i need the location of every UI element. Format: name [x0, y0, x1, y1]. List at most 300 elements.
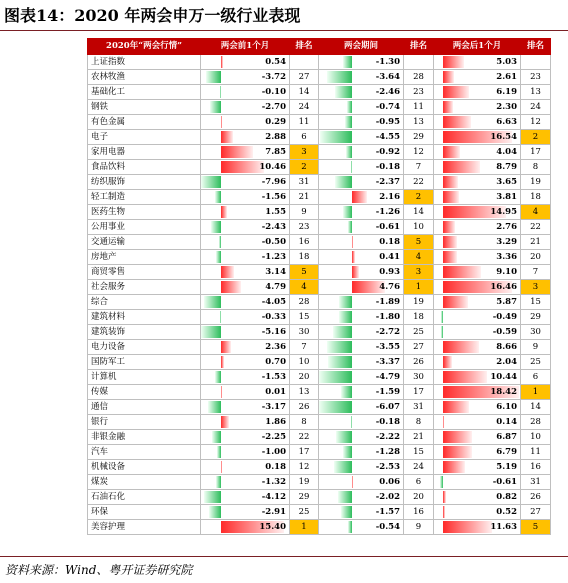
- after-rank: 11: [521, 445, 551, 460]
- during-rank: 8: [404, 415, 434, 430]
- table-row: [88, 370, 551, 385]
- before-data-bar: [220, 311, 221, 323]
- after-value-cell: [434, 190, 521, 205]
- during-data-bar: [351, 161, 352, 173]
- after-rank: 6: [521, 370, 551, 385]
- table-row: [88, 85, 551, 100]
- after-value: 3.36: [496, 252, 517, 262]
- during-value-cell: [319, 325, 404, 340]
- after-data-bar: [443, 416, 444, 428]
- before-rank: 14: [290, 85, 319, 100]
- during-value-cell: [319, 340, 404, 355]
- before-rank: 31: [290, 175, 319, 190]
- before-value: 0.18: [265, 462, 286, 472]
- during-value: -4.55: [375, 132, 400, 142]
- before-data-bar: [221, 116, 222, 128]
- after-value: 6.10: [496, 402, 517, 412]
- before-rank: 6: [290, 130, 319, 145]
- during-value-cell: [319, 415, 404, 430]
- during-value-cell: [319, 295, 404, 310]
- before-value: 0.70: [265, 357, 286, 367]
- before-value-cell: [201, 130, 290, 145]
- before-value: -4.05: [261, 297, 286, 307]
- after-value-cell: [434, 400, 521, 415]
- table-row: [88, 520, 551, 535]
- during-value: 4.76: [379, 282, 400, 292]
- before-data-bar: [216, 251, 221, 263]
- before-data-bar: [221, 161, 264, 173]
- before-value: -0.33: [261, 312, 286, 322]
- during-data-bar: [347, 101, 352, 113]
- after-value-cell: [434, 280, 521, 295]
- after-value: 2.61: [496, 72, 517, 82]
- after-value-cell: [434, 220, 521, 235]
- before-rank: 27: [290, 70, 319, 85]
- before-rank: 17: [290, 445, 319, 460]
- before-data-bar: [204, 296, 221, 308]
- during-rank: 10: [404, 220, 434, 235]
- before-data-bar: [220, 86, 221, 98]
- after-value: 6.19: [496, 87, 517, 97]
- after-rank: 14: [521, 400, 551, 415]
- after-data-bar: [443, 71, 454, 83]
- table-row: [88, 160, 551, 175]
- before-rank: 9: [290, 205, 319, 220]
- before-data-bar: [215, 191, 221, 203]
- during-value-cell: [319, 520, 404, 535]
- after-value: 3.81: [496, 192, 517, 202]
- before-value: -2.25: [261, 432, 286, 442]
- after-value: 14.95: [490, 207, 517, 217]
- before-value-cell: [201, 190, 290, 205]
- during-value-cell: [319, 355, 404, 370]
- before-value-cell: [201, 505, 290, 520]
- industry-name: 国防军工: [88, 355, 201, 370]
- during-rank: 7: [404, 160, 434, 175]
- before-value: -3.72: [261, 72, 286, 82]
- table-row: [88, 55, 551, 70]
- after-value: 5.19: [496, 462, 517, 472]
- after-value-cell: [434, 175, 521, 190]
- after-rank: 8: [521, 160, 551, 175]
- after-value-cell: [434, 250, 521, 265]
- after-rank: 9: [521, 340, 551, 355]
- table-row: [88, 280, 551, 295]
- during-value: -3.37: [375, 357, 400, 367]
- before-value-cell: [201, 55, 290, 70]
- during-value: 0.41: [379, 252, 400, 262]
- after-rank: 30: [521, 325, 551, 340]
- before-value: -2.91: [261, 507, 286, 517]
- during-value: -1.57: [375, 507, 400, 517]
- before-rank: 5: [290, 265, 319, 280]
- before-value-cell: [201, 205, 290, 220]
- table-row: [88, 310, 551, 325]
- during-rank: 22: [404, 175, 434, 190]
- after-value-cell: [434, 235, 521, 250]
- table-row: [88, 415, 551, 430]
- during-rank: 3: [404, 265, 434, 280]
- during-data-bar: [335, 176, 352, 188]
- before-value-cell: [201, 385, 290, 400]
- before-value-cell: [201, 100, 290, 115]
- during-value: -2.02: [375, 492, 400, 502]
- during-value: -0.18: [375, 417, 400, 427]
- before-value: 4.79: [265, 282, 286, 292]
- during-value: -0.95: [375, 117, 400, 127]
- during-data-bar: [320, 131, 352, 143]
- after-value-cell: [434, 520, 521, 535]
- during-rank: 2: [404, 190, 434, 205]
- before-rank: 4: [290, 280, 319, 295]
- before-value-cell: [201, 340, 290, 355]
- during-rank: 31: [404, 400, 434, 415]
- before-value-cell: [201, 115, 290, 130]
- during-value-cell: [319, 310, 404, 325]
- after-value: 0.14: [496, 417, 517, 427]
- after-rank: 29: [521, 310, 551, 325]
- during-value: 2.16: [379, 192, 400, 202]
- during-value-cell: [319, 220, 404, 235]
- table-row: [88, 475, 551, 490]
- during-data-bar: [352, 266, 359, 278]
- after-value-cell: [434, 85, 521, 100]
- after-data-bar: [443, 356, 452, 368]
- after-rank: 26: [521, 490, 551, 505]
- industry-name: 房地产: [88, 250, 201, 265]
- during-data-bar: [327, 71, 352, 83]
- before-value: 1.86: [265, 417, 286, 427]
- before-value: -2.43: [261, 222, 286, 232]
- industry-name: 医药生物: [88, 205, 201, 220]
- industry-name: 银行: [88, 415, 201, 430]
- after-rank: 13: [521, 85, 551, 100]
- table-row: [88, 355, 551, 370]
- during-data-bar: [327, 341, 352, 353]
- industry-name: 电力设备: [88, 340, 201, 355]
- during-value: -2.37: [375, 177, 400, 187]
- before-rank: 24: [290, 100, 319, 115]
- during-rank: 13: [404, 115, 434, 130]
- during-rank: 28: [404, 70, 434, 85]
- during-rank: 5: [404, 235, 434, 250]
- before-value-cell: [201, 400, 290, 415]
- after-data-bar: [443, 446, 472, 458]
- after-value-cell: [434, 265, 521, 280]
- header-cell: 排名: [290, 39, 319, 55]
- industry-name: 有色金属: [88, 115, 201, 130]
- during-value: -0.18: [375, 162, 400, 172]
- during-rank: 19: [404, 295, 434, 310]
- industry-name: 纺织服饰: [88, 175, 201, 190]
- during-data-bar: [341, 386, 352, 398]
- after-rank: 18: [521, 190, 551, 205]
- after-value: 16.54: [490, 132, 517, 142]
- during-value-cell: [319, 280, 404, 295]
- during-value: -1.89: [375, 297, 400, 307]
- during-rank: 1: [404, 280, 434, 295]
- after-data-bar: [443, 86, 469, 98]
- after-value-cell: [434, 475, 521, 490]
- after-value-cell: [434, 130, 521, 145]
- before-value-cell: [201, 145, 290, 160]
- during-value: -4.79: [375, 372, 400, 382]
- after-value-cell: [434, 340, 521, 355]
- before-rank: 26: [290, 400, 319, 415]
- during-value: -1.59: [375, 387, 400, 397]
- during-value-cell: [319, 205, 404, 220]
- table-header-row: [88, 39, 551, 55]
- after-rank: 10: [521, 430, 551, 445]
- after-value-cell: [434, 415, 521, 430]
- before-data-bar: [201, 176, 221, 188]
- before-data-bar: [221, 131, 233, 143]
- before-data-bar: [221, 146, 253, 158]
- before-value: -7.96: [261, 177, 286, 187]
- industry-name: 煤炭: [88, 475, 201, 490]
- during-rank: 23: [404, 85, 434, 100]
- before-data-bar: [206, 71, 221, 83]
- before-rank: 15: [290, 310, 319, 325]
- table-row: [88, 115, 551, 130]
- during-data-bar: [343, 56, 352, 68]
- industry-name: 建筑材料: [88, 310, 201, 325]
- during-rank: 16: [404, 505, 434, 520]
- before-value: -1.56: [261, 192, 286, 202]
- after-value: -0.59: [492, 327, 517, 337]
- before-rank: 25: [290, 505, 319, 520]
- after-value-cell: [434, 55, 521, 70]
- before-value: -1.32: [261, 477, 286, 487]
- after-data-bar: [441, 311, 443, 323]
- after-data-bar: [440, 476, 443, 488]
- before-value-cell: [201, 520, 290, 535]
- before-value-cell: [201, 280, 290, 295]
- table-row: [88, 325, 551, 340]
- during-value-cell: [319, 175, 404, 190]
- before-value-cell: [201, 250, 290, 265]
- industry-name: 非银金融: [88, 430, 201, 445]
- before-data-bar: [221, 386, 222, 398]
- industry-name: 农林牧渔: [88, 70, 201, 85]
- industry-name: 电子: [88, 130, 201, 145]
- after-data-bar: [443, 146, 460, 158]
- during-value-cell: [319, 115, 404, 130]
- during-rank: 25: [404, 325, 434, 340]
- during-value: -6.07: [375, 402, 400, 412]
- during-value: -3.55: [375, 342, 400, 352]
- during-rank: 20: [404, 490, 434, 505]
- industry-name: 石油石化: [88, 490, 201, 505]
- before-rank: [290, 55, 319, 70]
- before-rank: 11: [290, 115, 319, 130]
- table-row: [88, 385, 551, 400]
- before-value: -1.23: [261, 252, 286, 262]
- after-rank: 23: [521, 70, 551, 85]
- during-data-bar: [352, 251, 355, 263]
- after-value: 3.29: [496, 237, 517, 247]
- after-value-cell: [434, 70, 521, 85]
- before-data-bar: [221, 56, 223, 68]
- after-value: 0.52: [496, 507, 517, 517]
- before-value: -1.00: [261, 447, 286, 457]
- table-row: [88, 445, 551, 460]
- after-value: 6.79: [496, 447, 517, 457]
- during-value: 0.06: [379, 477, 400, 487]
- during-value-cell: [319, 85, 404, 100]
- after-value: 3.65: [496, 177, 517, 187]
- industry-name: 上证指数: [88, 55, 201, 70]
- before-value-cell: [201, 295, 290, 310]
- industry-name: 钢铁: [88, 100, 201, 115]
- before-value: -0.10: [261, 87, 286, 97]
- table-row: [88, 100, 551, 115]
- during-value-cell: [319, 55, 404, 70]
- before-value-cell: [201, 220, 290, 235]
- after-value: 11.63: [490, 522, 517, 532]
- before-rank: 18: [290, 250, 319, 265]
- before-value-cell: [201, 325, 290, 340]
- after-data-bar: [443, 461, 465, 473]
- after-value-cell: [434, 115, 521, 130]
- during-data-bar: [338, 491, 352, 503]
- table-row: [88, 250, 551, 265]
- during-value-cell: [319, 235, 404, 250]
- during-value-cell: [319, 475, 404, 490]
- during-data-bar: [352, 236, 353, 248]
- during-value-cell: [319, 370, 404, 385]
- before-value: 2.36: [265, 342, 286, 352]
- header-cell: 排名: [404, 39, 434, 55]
- during-value-cell: [319, 445, 404, 460]
- before-rank: 30: [290, 325, 319, 340]
- after-value: 10.44: [490, 372, 517, 382]
- after-rank: 15: [521, 295, 551, 310]
- during-value: -0.92: [375, 147, 400, 157]
- during-rank: 9: [404, 520, 434, 535]
- during-rank: 29: [404, 130, 434, 145]
- before-value-cell: [201, 265, 290, 280]
- after-data-bar: [443, 176, 458, 188]
- before-value: 10.46: [259, 162, 286, 172]
- before-value-cell: [201, 355, 290, 370]
- during-value-cell: [319, 250, 404, 265]
- before-value: 1.55: [265, 207, 286, 217]
- table-row: [88, 295, 551, 310]
- after-data-bar: [443, 101, 453, 113]
- after-value-cell: [434, 370, 521, 385]
- during-data-bar: [334, 461, 352, 473]
- during-rank: 14: [404, 205, 434, 220]
- header-cell: 两会期间: [319, 39, 404, 55]
- industry-name: 商贸零售: [88, 265, 201, 280]
- industry-name: 公用事业: [88, 220, 201, 235]
- after-value-cell: [434, 145, 521, 160]
- before-data-bar: [208, 401, 221, 413]
- title-divider: [0, 30, 568, 31]
- during-data-bar: [319, 401, 352, 413]
- during-value-cell: [319, 145, 404, 160]
- during-value-cell: [319, 100, 404, 115]
- industry-name: 传媒: [88, 385, 201, 400]
- before-data-bar: [217, 446, 221, 458]
- during-rank: 11: [404, 100, 434, 115]
- during-value-cell: [319, 400, 404, 415]
- table-row: [88, 190, 551, 205]
- before-value-cell: [201, 235, 290, 250]
- header-cell: 2020年“两会行情”: [88, 39, 201, 55]
- after-data-bar: [443, 266, 481, 278]
- after-value: 6.87: [496, 432, 517, 442]
- table-row: [88, 175, 551, 190]
- during-rank: 17: [404, 385, 434, 400]
- during-data-bar: [341, 506, 352, 518]
- industry-name: 社会服务: [88, 280, 201, 295]
- before-value: -4.12: [261, 492, 286, 502]
- before-data-bar: [221, 206, 227, 218]
- header-cell: 两会前1个月: [201, 39, 290, 55]
- after-value: -0.49: [492, 312, 517, 322]
- during-value-cell: [319, 160, 404, 175]
- before-value-cell: [201, 460, 290, 475]
- during-value-cell: [319, 265, 404, 280]
- figure-title: 图表14：2020 年两会申万一级行业表现: [4, 6, 301, 25]
- before-value-cell: [201, 475, 290, 490]
- before-value: 15.40: [259, 522, 286, 532]
- after-value-cell: [434, 325, 521, 340]
- during-rank: 18: [404, 310, 434, 325]
- after-rank: 3: [521, 280, 551, 295]
- during-value-cell: [319, 505, 404, 520]
- after-data-bar: [443, 221, 455, 233]
- after-value-cell: [434, 385, 521, 400]
- during-rank: [404, 55, 434, 70]
- source-note: 资料来源：Wind、粤开证券研究院: [5, 563, 193, 577]
- before-value: -2.70: [261, 102, 286, 112]
- after-data-bar: [443, 371, 487, 383]
- industry-name: 汽车: [88, 445, 201, 460]
- after-rank: 5: [521, 520, 551, 535]
- before-value: -5.16: [261, 327, 286, 337]
- before-rank: 10: [290, 355, 319, 370]
- industry-name: 交通运输: [88, 235, 201, 250]
- table-row: [88, 505, 551, 520]
- after-data-bar: [443, 116, 471, 128]
- before-data-bar: [210, 101, 221, 113]
- table-row: [88, 265, 551, 280]
- during-value-cell: [319, 190, 404, 205]
- before-value-cell: [201, 310, 290, 325]
- during-data-bar: [339, 311, 352, 323]
- before-data-bar: [221, 461, 222, 473]
- before-value: -0.50: [261, 237, 286, 247]
- after-rank: 25: [521, 355, 551, 370]
- during-value: -1.80: [375, 312, 400, 322]
- during-rank: 15: [404, 445, 434, 460]
- during-rank: 12: [404, 145, 434, 160]
- before-data-bar: [215, 371, 221, 383]
- during-value-cell: [319, 460, 404, 475]
- after-value: 16.46: [490, 282, 517, 292]
- before-value-cell: [201, 175, 290, 190]
- before-data-bar: [221, 416, 229, 428]
- during-rank: 6: [404, 475, 434, 490]
- after-value-cell: [434, 430, 521, 445]
- industry-name: 通信: [88, 400, 201, 415]
- after-value-cell: [434, 460, 521, 475]
- before-value-cell: [201, 160, 290, 175]
- after-value: 5.03: [496, 57, 517, 67]
